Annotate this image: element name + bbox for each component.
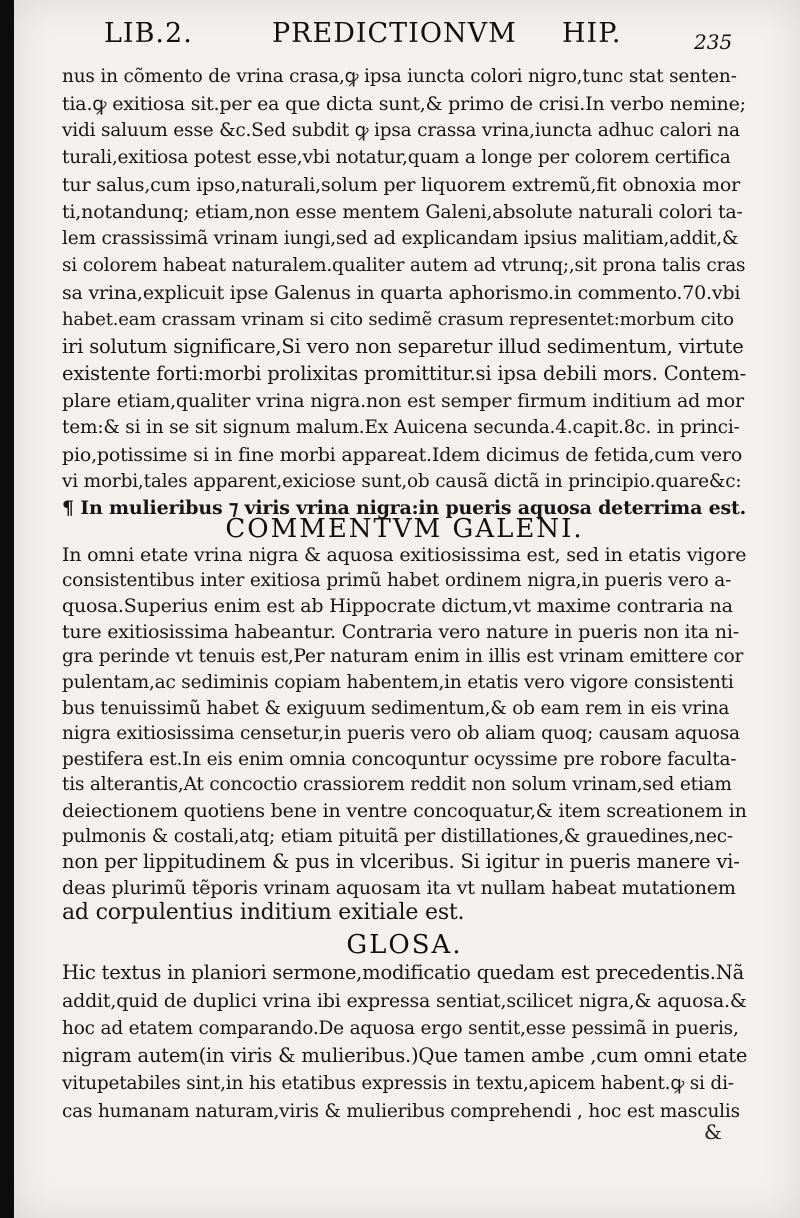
page-number: 235 bbox=[694, 30, 733, 54]
running-header-author: HIP. bbox=[562, 18, 622, 49]
text-line: pulmonis & costali,atq; etiam pituitã per distillationes,& grauedines,nec- bbox=[62, 825, 733, 847]
book-page bbox=[14, 0, 800, 1218]
text-line: tis alterantis,At concoctio crassiorem reddit non solum vrinam,sed etiam bbox=[62, 774, 732, 796]
glosa-heading: GLOSA. bbox=[346, 930, 463, 960]
text-line: deas plurimũ tẽporis vrinam aquosam ita vt nullam habeat mutationem bbox=[62, 876, 736, 899]
text-line: gra perinde vt tenuis est,Per naturam enim in illis est vrinam emittere cor bbox=[62, 646, 744, 668]
text-line: existente forti:morbi prolixitas promittitur.si ipsa debili mors. Contem- bbox=[62, 362, 746, 385]
text-line: In omni etate vrina nigra & aquosa exitiosissima est, sed in etatis vigore bbox=[62, 544, 747, 566]
text-line: addit,quid de duplici vrina ibi expressa sentiat,scilicet nigra,& aquosa.& bbox=[62, 989, 747, 1012]
text-line: nigra exitiosissima censetur,in pueris vero ob aliam quoq; causam aquosa bbox=[62, 723, 740, 745]
text-line: pio,potissime si in fine morbi appareat.Idem dicimus de fetida,cum vero bbox=[62, 444, 743, 466]
text-line: plare etiam,qualiter vrina nigra.non est semper firmum inditium ad mor bbox=[62, 390, 744, 412]
text-line: lem crassissimã vrinam iungi,sed ad explicandam ipsius malitiam,addit,& bbox=[62, 228, 739, 249]
text-line: consistentibus inter exitiosa primũ habet ordinem nigra,in pueris vero a- bbox=[62, 569, 732, 591]
text-line: pestifera est.In eis enim omnia concoquntur ocyssime pre robore faculta- bbox=[62, 748, 737, 770]
text-line: si colorem habeat naturalem.qualiter autem ad vtrunq;,sit prona talis cras bbox=[62, 255, 746, 276]
text-line: cas humanam naturam,viris & mulieribus comprehendi , hoc est masculis bbox=[62, 1101, 740, 1122]
text-line: nigram autem(in viris & mulieribus.)Que tamen ambe ,cum omni etate bbox=[62, 1044, 748, 1068]
text-line: ti,notandunq; etiam,non esse mentem Galeni,absolute naturali colori ta- bbox=[62, 201, 743, 223]
text-line: sa vrina,explicuit ipse Galenus in quarta aphorismo.in commento.70.vbi bbox=[62, 282, 741, 304]
text-line: pulentam,ac sediminis copiam habentem,in etatis vero vigore consistenti bbox=[62, 672, 734, 693]
text-line: tur salus,cum ipso,naturali,solum per liquorem extremũ,fit obnoxia mor bbox=[62, 174, 741, 196]
text-line: bus tenuissimũ habet & exiguum sedimentum,& ob eam rem in eis vrina bbox=[62, 697, 730, 719]
text-line: vi morbi,tales apparent,exiciose sunt,ob causã dictã in principio.quare&c: bbox=[62, 471, 742, 492]
text-line: tem:& si in se sit signum malum.Ex Auicena secunda.4.capit.8c. in princi- bbox=[62, 417, 740, 438]
text-line: Hic textus in planiori sermone,modificatio quedam est precedentis.Nã bbox=[62, 961, 745, 984]
running-header-book: LIB.2. bbox=[104, 18, 193, 49]
catchword: & bbox=[704, 1120, 722, 1144]
text-line: ad corpulentius inditium exitiale est. bbox=[62, 900, 465, 926]
running-header-title: PREDICTIONVM bbox=[272, 18, 517, 49]
text-line: vidi saluum esse &c.Sed subdit ꝙ ipsa crassa vrina,iuncta adhuc calori na bbox=[62, 120, 740, 141]
text-line: nus in cõmento de vrina crasa,ꝙ ipsa iuncta colori nigro,tunc stat senten- bbox=[62, 66, 737, 87]
text-line: vitupetabiles sint,in his etatibus expressis in textu,apicem habent.ꝙ si di- bbox=[62, 1073, 734, 1095]
text-line: quosa.Superius enim est ab Hippocrate dictum,vt maxime contraria na bbox=[62, 595, 733, 618]
text-line: habet.eam crassam vrinam si cito sedimẽ crasum representet:morbum cito bbox=[62, 309, 734, 330]
text-line: ture exitiosissima habeantur. Contraria vero nature in pueris non ita ni- bbox=[62, 620, 739, 643]
text-line: non per lippitudinem & pus in vlceribus. Si igitur in pueris manere vi- bbox=[62, 850, 740, 874]
text-line: deiectionem quotiens bene in ventre concoquatur,& item screationem in bbox=[62, 800, 747, 822]
aphorism-text: ¶ In mulieribus ⁊ viris vrina nigra:in pueris aquosa deterrima est. bbox=[62, 497, 746, 519]
commentary-heading: COMMENTVM GALENI. bbox=[225, 514, 584, 544]
text-line: tia.ꝙ exitiosa sit.per ea que dicta sunt,& primo de crisi.In verbo nemine; bbox=[62, 93, 746, 115]
text-line: iri solutum significare,Si vero non separetur illud sedimentum, virtute bbox=[62, 335, 744, 358]
text-line: turali,exitiosa potest esse,vbi notatur,quam a longe per colorem certifica bbox=[62, 147, 731, 168]
text-line: hoc ad etatem comparando.De aquosa ergo sentit,esse pessimã in pueris, bbox=[62, 1017, 739, 1039]
